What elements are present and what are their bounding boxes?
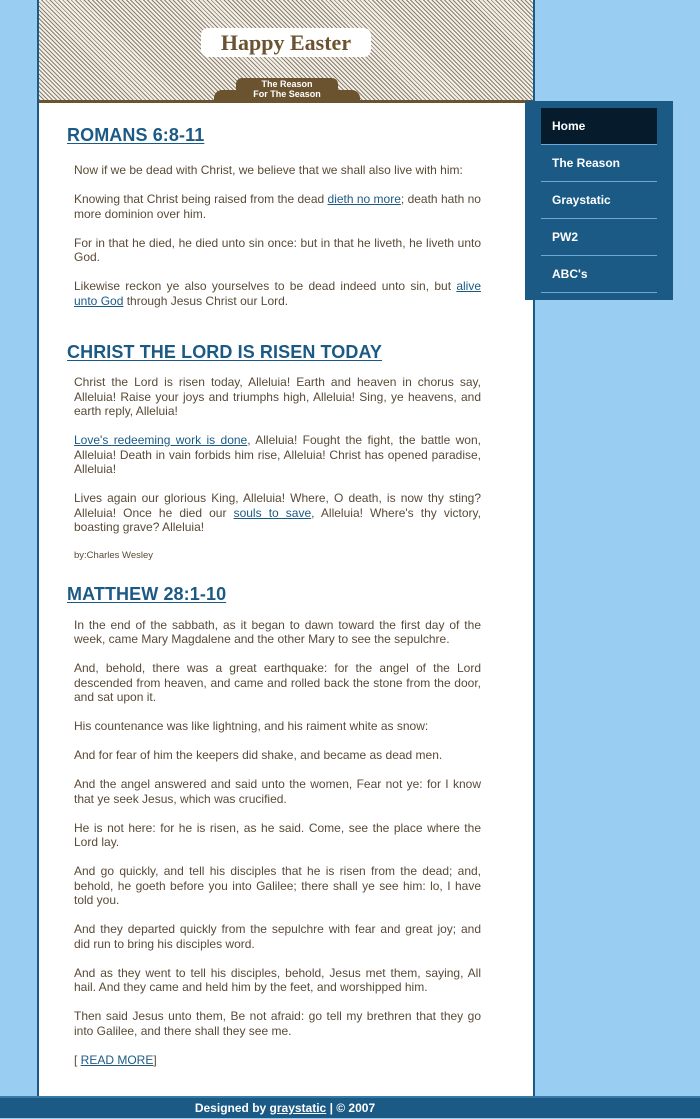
paragraph — [74, 279, 481, 308]
paragraph: And the angel answered and said unto the women, Fear not ye: for I know that ye seek Jesus, which was crucified. — [74, 777, 481, 806]
tagline-line1: The Reason — [261, 79, 313, 89]
text: ; death hath no more dominion over him. — [74, 192, 481, 221]
paragraph — [74, 433, 481, 477]
tagline-line2: For The Season — [253, 89, 321, 99]
footer-copyright: | © 2007 — [326, 1101, 376, 1115]
site-title-box — [201, 28, 371, 57]
read-more-link[interactable]: READ MORE — [80, 1052, 154, 1067]
paragraph: Christ the Lord is risen today, Alleluia! Earth and heaven in chorus say, Alleluia! Raise your joys and triumphs high, Alleluia! Sing, ye heavens, and earth reply, Alleluia! — [74, 375, 481, 418]
section-heading-matthew[interactable]: MATTHEW 28:1-10 — [67, 583, 227, 604]
paragraph: And they departed quickly from the sepulchre with fear and great joy; and did run to bring his disciples word. — [74, 922, 481, 951]
bracket: ] — [153, 1052, 157, 1067]
nav-list — [541, 108, 657, 293]
paragraph: And for fear of him the keepers did shake, and became as dead men. — [74, 748, 443, 762]
paragraph — [74, 192, 481, 221]
sidebar-nav — [525, 101, 673, 300]
link-souls-to-save[interactable]: souls to save — [233, 505, 312, 520]
text: Lives again our glorious King, Alleluia! Where, O death, is now thy sting? Alleluia! Once he died our — [74, 491, 481, 520]
paragraph — [74, 491, 481, 535]
bracket: [ — [74, 1052, 81, 1067]
section-body-romans — [74, 163, 481, 308]
text: , Alleluia! Fought the fight, the battle won, Alleluia! Death in vain forbids him rise, Alleluia! Christ has opened paradise, Alleluia! — [74, 433, 481, 476]
link-dieth-no-more[interactable]: dieth no more — [327, 192, 401, 206]
paragraph: Now if we be dead with Christ, we believe that we shall also live with him: — [74, 163, 463, 177]
section-body-matthew — [74, 618, 481, 1068]
paragraph: In the end of the sabbath, as it began to dawn toward the first day of the week, came Mary Magdalene and the other Mary to see the sepulchre. — [74, 617, 481, 646]
paragraph: His countenance was like lightning, and his raiment white as snow: — [74, 719, 429, 733]
text: through Jesus Christ our Lord. — [123, 293, 289, 308]
section-heading-romans[interactable]: ROMANS 6:8-11 — [67, 125, 205, 145]
section-heading-hymn[interactable]: CHRIST THE LORD IS RISEN TODAY — [67, 342, 383, 362]
byline: by:Charles Wesley — [74, 550, 154, 561]
read-more-line — [74, 1053, 481, 1068]
nav-item-pw2[interactable]: PW2 — [541, 219, 657, 256]
footer — [0, 1096, 700, 1118]
nav-item-graystatic[interactable]: Graystatic — [541, 182, 657, 219]
paragraph: For in that he died, he died unto sin once: but in that he liveth, he liveth unto God. — [74, 235, 481, 264]
text: , Alleluia! Where's thy victory, boasting grave? Alleluia! — [74, 505, 481, 534]
paragraph: And as they went to tell his disciples, behold, Jesus met them, saying, All hail. And they came and held him by the feet, and worshipped him. — [74, 965, 481, 994]
footer-text: Designed by — [194, 1101, 270, 1115]
paragraph: Then said Jesus unto them, Be not afraid: go tell my brethren that they go into Galilee, and there shall they see me. — [74, 1009, 481, 1038]
nav-item-home[interactable]: Home — [541, 108, 657, 145]
link-loves-redeeming-work[interactable]: Love's redeeming work is done — [74, 433, 248, 447]
section-body-hymn — [74, 375, 481, 564]
tagline-tab — [236, 78, 338, 100]
paragraph: He is not here: for he is risen, as he said. Come, see the place where the Lord lay. — [74, 820, 481, 849]
nav-item-the-reason[interactable]: The Reason — [541, 145, 657, 182]
paragraph: And go quickly, and tell his disciples that he is risen from the dead; and, behold, he goeth before you into Galilee; there shall ye see him: lo, I have told you. — [74, 864, 481, 907]
page-wrapper — [37, 0, 535, 1098]
paragraph: And, behold, there was a great earthquake: for the angel of the Lord descended from heaven, and came and rolled back the stone from the door, and sat upon it. — [74, 661, 481, 704]
nav-item-abcs[interactable]: ABC's — [541, 256, 657, 293]
footer-graystatic-link[interactable]: graystatic — [269, 1101, 327, 1115]
header-banner — [39, 0, 533, 103]
site-title: Happy Easter — [220, 30, 352, 55]
link-alive-unto-god[interactable]: alive unto God — [74, 279, 481, 308]
text: Knowing that Christ being raised from the dead — [74, 192, 328, 206]
main-content — [67, 125, 481, 1082]
text: Likewise reckon ye also yourselves to be dead indeed unto sin, but — [74, 279, 457, 293]
